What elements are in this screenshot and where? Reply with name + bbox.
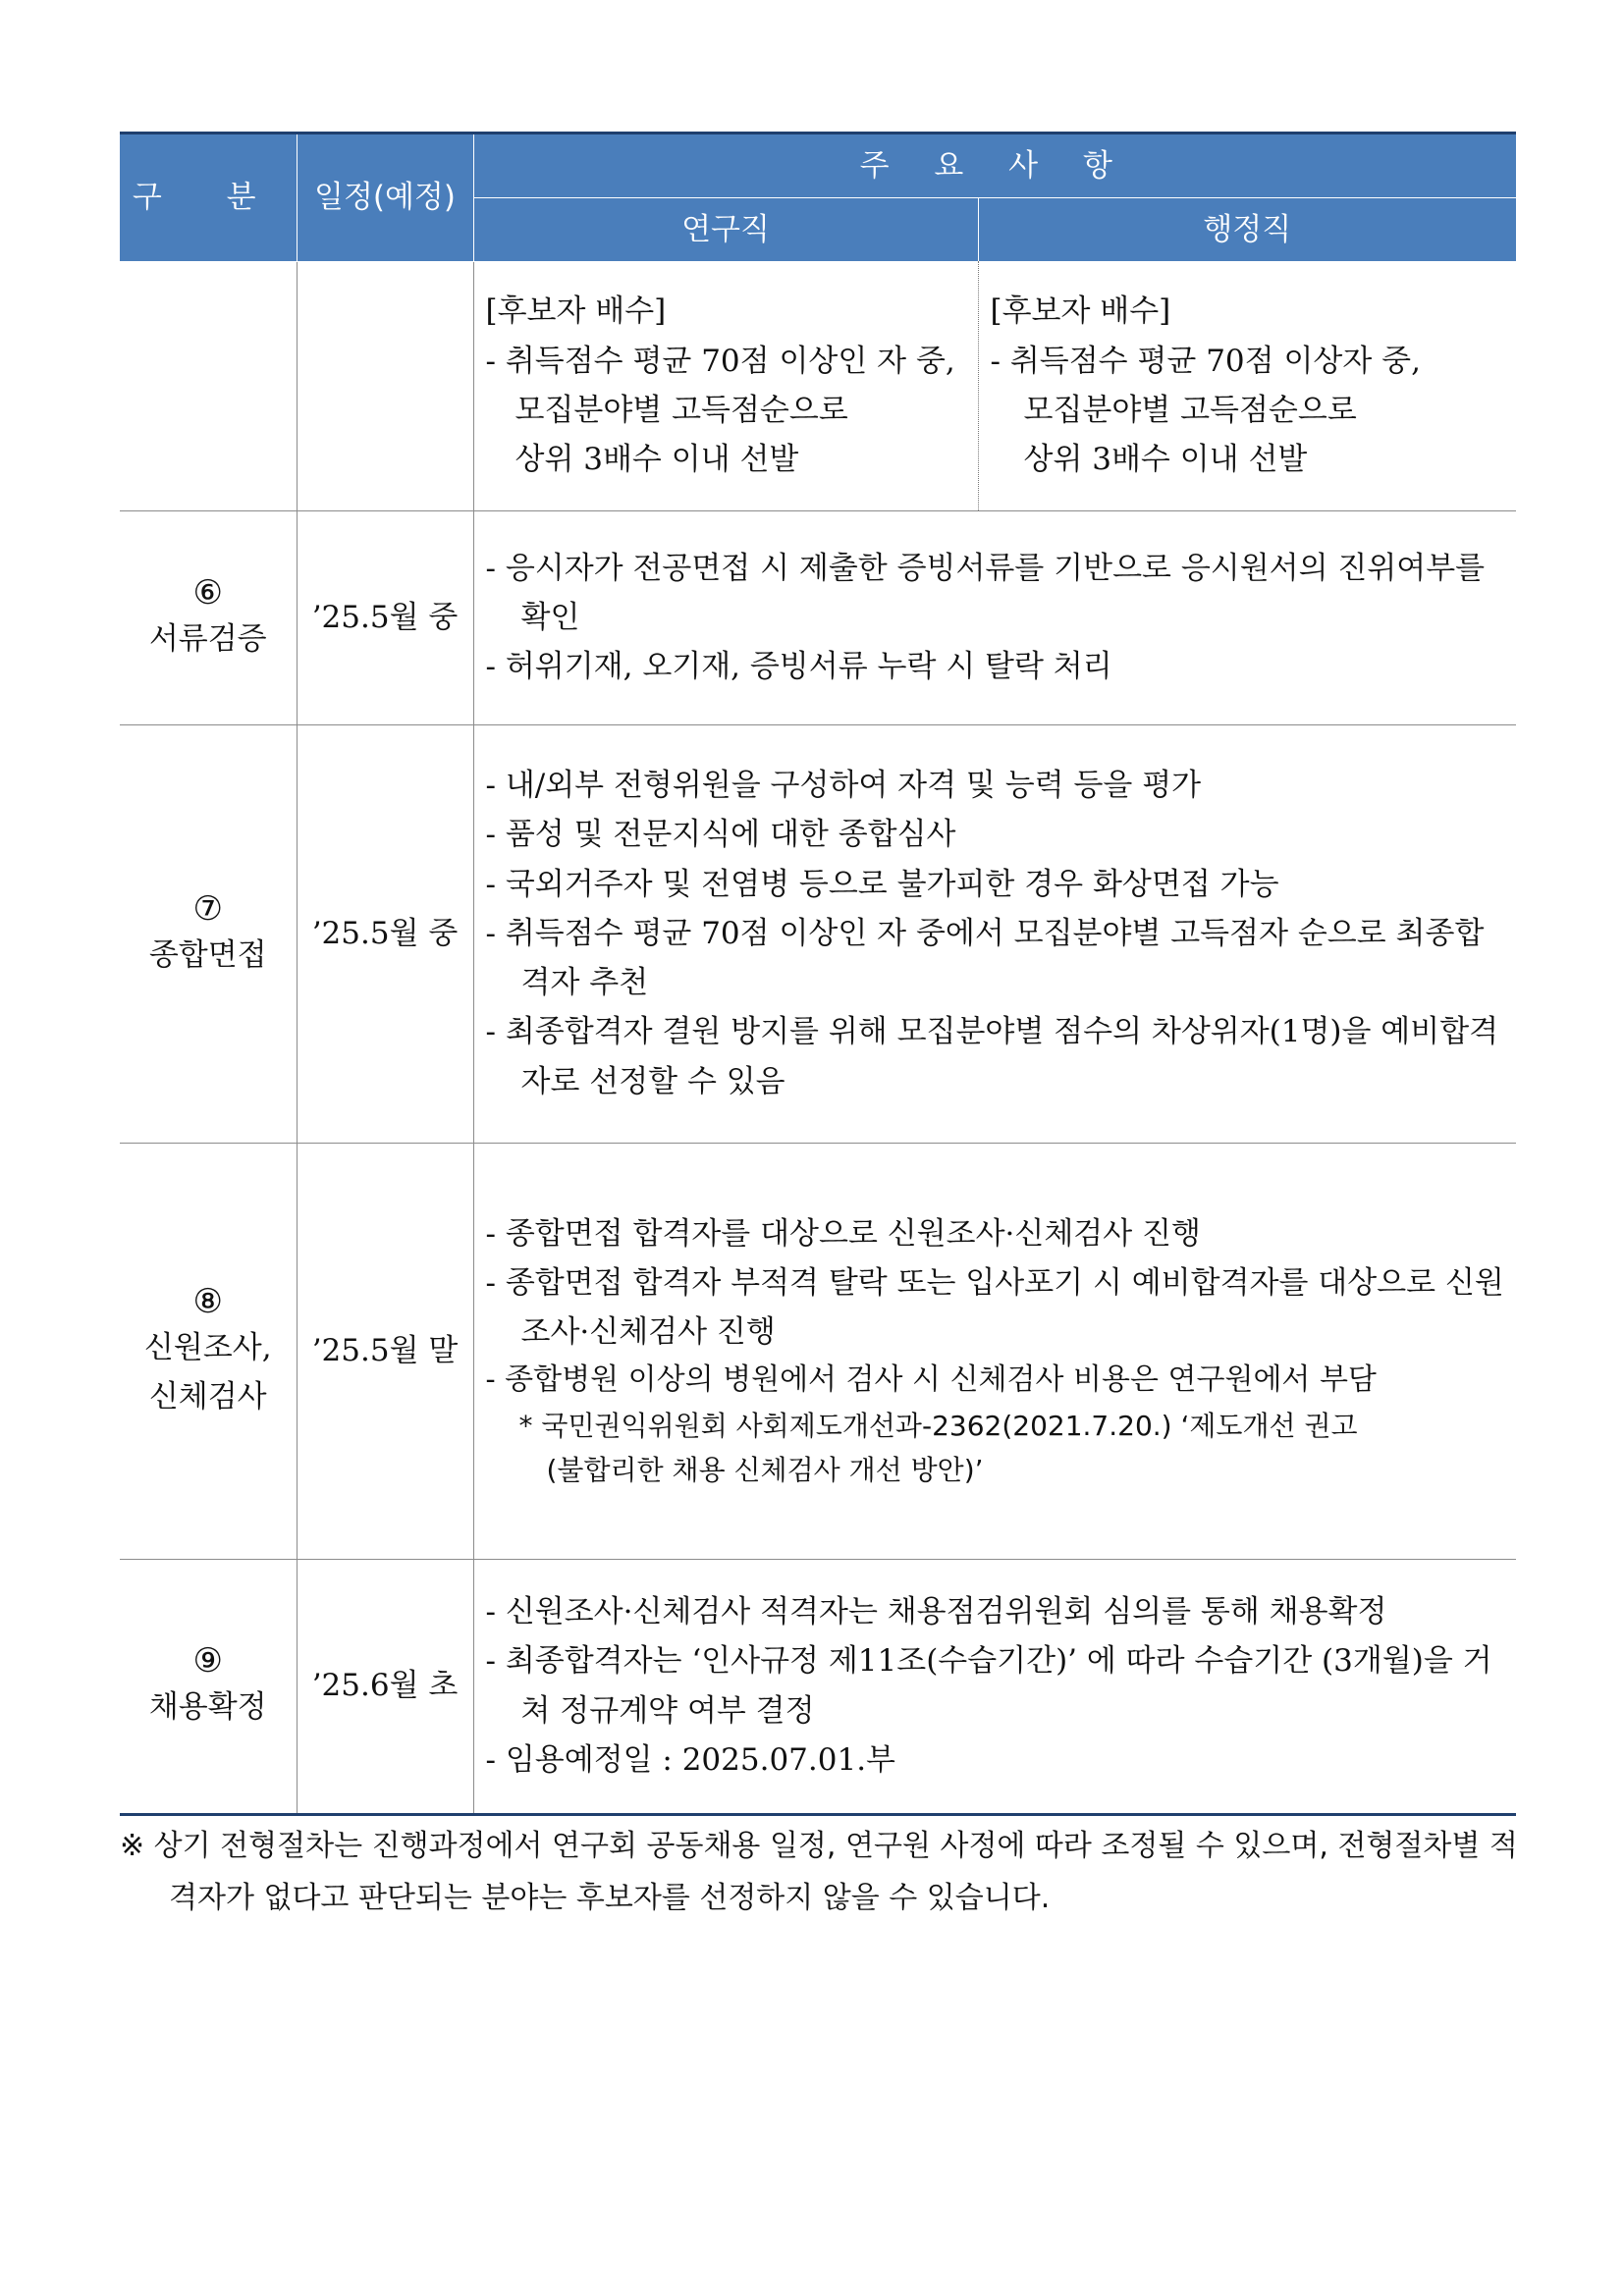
header-research: 연구직 xyxy=(473,198,978,262)
header-main: 주 요 사 항 xyxy=(473,133,1516,198)
header-schedule: 일정(예정) xyxy=(297,133,473,262)
list-item: - 최종합격자 결원 방지를 위해 모집분야별 점수의 차상위자(1명)을 예비합격자로 선정할 수 있음 xyxy=(485,1014,1499,1099)
stage-number: ⑧ xyxy=(192,1281,223,1321)
list-item: - 취득점수 평균 70점 이상인 자 중, xyxy=(485,343,955,379)
details-cell xyxy=(473,1559,1516,1814)
list-item: - 종합면접 합격자를 대상으로 신원조사·신체검사 진행 xyxy=(485,1215,1201,1252)
date-cell xyxy=(297,261,473,510)
table-row xyxy=(120,261,1516,510)
stage-cell xyxy=(120,510,297,724)
reference-note: * 국민권익위원회 사회제도개선과-2362(2021.7.20.) ‘제도개선 권고 xyxy=(518,1409,1358,1442)
list-item: - 품성 및 전문지식에 대한 종합심사 xyxy=(485,817,956,853)
document-page xyxy=(120,132,1516,1816)
list-item: - 취득점수 평균 70점 이상자 중, xyxy=(990,343,1421,379)
list-item: 모집분야별 고득점순으로 xyxy=(1023,392,1357,428)
stage-number: ⑦ xyxy=(192,888,223,929)
stage-label: 서류검증 xyxy=(148,620,267,657)
stage-cell xyxy=(120,261,297,510)
list-item: - 허위기재, 오기재, 증빙서류 누락 시 탈락 처리 xyxy=(485,649,1112,685)
footnote: ※ 상기 전형절차는 진행과정에서 연구회 공동채용 일정, 연구원 사정에 따라 조정될 수 있으며, 전형절차별 적격자가 없다고 판단되는 분야는 후보자를 선정하지 않을 수 있습니다. xyxy=(120,1829,1518,1915)
table-row xyxy=(120,1559,1516,1814)
admin-candidates-cell xyxy=(978,261,1516,510)
header-stage: 구 분 xyxy=(120,133,297,262)
stage-number: ⑥ xyxy=(192,572,223,613)
stage-label: 신원조사, xyxy=(143,1329,272,1365)
list-item: - 최종합격자는 ‘인사규정 제11조(수습기간)’ 에 따라 수습기간 (3개월)을 거쳐 정규계약 여부 결정 xyxy=(485,1643,1492,1729)
stage-label: 신체검사 xyxy=(148,1379,267,1415)
stage-label: 채용확정 xyxy=(148,1689,267,1726)
stage-cell xyxy=(120,724,297,1143)
list-item: 상위 3배수 이내 선발 xyxy=(1023,441,1308,477)
list-item: - 국외거주자 및 전염병 등으로 불가피한 경우 화상면접 가능 xyxy=(485,866,1279,902)
research-candidates-cell xyxy=(473,261,978,510)
list-item: - 임용예정일 : 2025.07.01.부 xyxy=(485,1741,896,1778)
stage-cell xyxy=(120,1143,297,1559)
list-item: 모집분야별 고득점순으로 xyxy=(514,392,848,428)
date-cell: ’25.5월 말 xyxy=(297,1143,473,1559)
recruitment-schedule-table xyxy=(120,132,1516,1816)
date-cell: ’25.5월 중 xyxy=(297,510,473,724)
table-row xyxy=(120,1143,1516,1559)
list-item: 상위 3배수 이내 선발 xyxy=(514,441,799,477)
header-admin: 행정직 xyxy=(978,198,1516,262)
research-candidates-title: [후보자 배수] xyxy=(485,294,667,330)
table-row xyxy=(120,724,1516,1143)
list-item: - 종합병원 이상의 병원에서 검사 시 신체검사 비용은 연구원에서 부담 xyxy=(485,1362,1377,1398)
date-cell: ’25.5월 중 xyxy=(297,724,473,1143)
list-item: - 내/외부 전형위원을 구성하여 자격 및 능력 등을 평가 xyxy=(485,768,1202,804)
date-cell: ’25.6월 초 xyxy=(297,1559,473,1814)
list-item: - 신원조사·신체검사 적격자는 채용점검위원회 심의를 통해 채용확정 xyxy=(485,1594,1387,1630)
list-item: - 취득점수 평균 70점 이상인 자 중에서 모집분야별 고득점자 순으로 최종합격자 추천 xyxy=(485,915,1485,1001)
reference-note: (불합리한 채용 신체검사 개선 방안)’ xyxy=(546,1453,984,1486)
list-item: - 종합면접 합격자 부적격 탈락 또는 입사포기 시 예비합격자를 대상으로 신원조사·신체검사 진행 xyxy=(485,1264,1504,1351)
table-header xyxy=(120,133,1516,262)
table-row xyxy=(120,510,1516,724)
list-item: - 응시자가 전공면접 시 제출한 증빙서류를 기반으로 응시원서의 진위여부를 확인 xyxy=(485,550,1486,635)
details-cell xyxy=(473,510,1516,724)
stage-label: 종합면접 xyxy=(148,936,267,973)
stage-number: ⑨ xyxy=(192,1641,223,1682)
details-cell xyxy=(473,724,1516,1143)
stage-cell xyxy=(120,1559,297,1814)
admin-candidates-title: [후보자 배수] xyxy=(990,294,1171,330)
details-cell xyxy=(473,1143,1516,1559)
